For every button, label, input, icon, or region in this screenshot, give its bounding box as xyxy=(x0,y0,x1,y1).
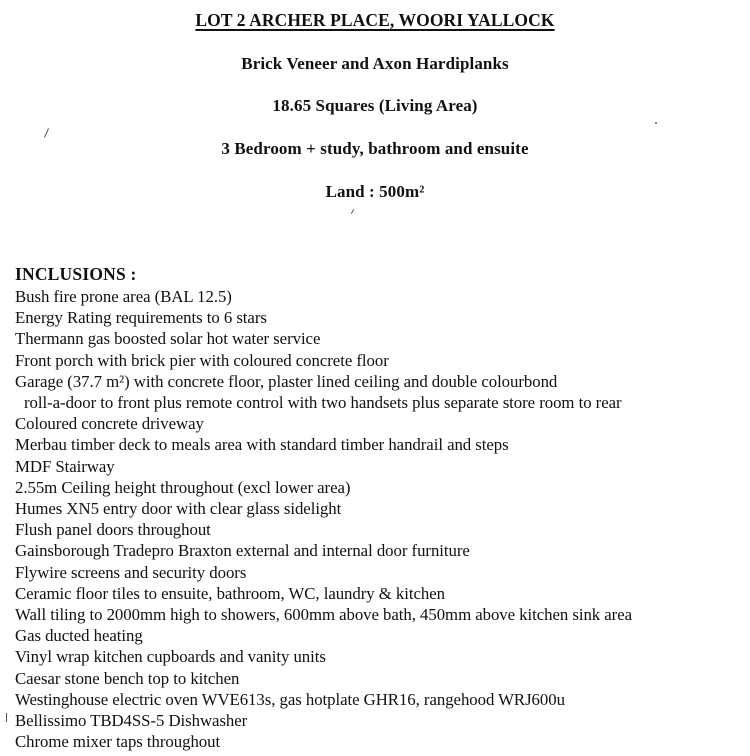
list-item: Vinyl wrap kitchen cupboards and vanity units xyxy=(15,647,326,667)
list-item: Humes XN5 entry door with clear glass sidelight xyxy=(15,499,342,519)
list-item: Chrome mixer taps throughout xyxy=(15,732,221,752)
list-item-continuation: roll-a-door to front plus remote control with two handsets plus separate store room to rear xyxy=(24,393,622,413)
list-item: Gas ducted heating xyxy=(15,626,143,646)
construction-type: Brick Veneer and Axon Hardiplanks xyxy=(241,54,509,73)
list-item: Gainsborough Tradepro Braxton external and internal door furniture xyxy=(15,541,470,561)
living-area: 18.65 Squares (Living Area) xyxy=(272,96,478,115)
list-item: Westinghouse electric oven WVE613s, gas hotplate GHR16, rangehood WRJ600u xyxy=(15,689,565,709)
page-title: LOT 2 ARCHER PLACE, WOORI YALLOCK xyxy=(195,10,555,30)
list-item: Garage (37.7 m²) with concrete floor, plaster lined ceiling and double colourbond xyxy=(15,371,558,391)
inclusions-list xyxy=(15,286,632,752)
list-item: Thermann gas boosted solar hot water service xyxy=(15,329,321,349)
list-item: Flush panel doors throughout xyxy=(15,520,211,540)
land-size: Land : 500m² xyxy=(325,182,425,201)
list-item: MDF Stairway xyxy=(15,456,115,476)
list-item: 2.55m Ceiling height throughout (excl lower area) xyxy=(15,477,351,497)
list-item: Coloured concrete driveway xyxy=(15,414,204,434)
list-item: Merbau timber deck to meals area with standard timber handrail and steps xyxy=(15,435,509,455)
list-item: Caesar stone bench top to kitchen xyxy=(15,668,240,688)
list-item: Front porch with brick pier with coloured concrete floor xyxy=(15,350,389,370)
room-summary: 3 Bedroom + study, bathroom and ensuite xyxy=(221,139,529,158)
list-item: Ceramic floor tiles to ensuite, bathroom, WC, laundry & kitchen xyxy=(15,583,445,603)
scan-speck xyxy=(44,128,49,137)
inclusions-heading: INCLUSIONS : xyxy=(15,264,137,284)
scan-speck xyxy=(6,713,7,722)
list-item: Wall tiling to 2000mm high to showers, 600mm above bath, 450mm above kitchen sink area xyxy=(15,605,633,625)
list-item: Bellissimo TBD4SS-5 Dishwasher xyxy=(15,711,248,731)
list-item: Energy Rating requirements to 6 stars xyxy=(15,308,267,328)
list-item: Bush fire prone area (BAL 12.5) xyxy=(15,287,232,306)
scan-speck xyxy=(351,209,354,214)
scan-speck xyxy=(655,122,657,124)
list-item: Flywire screens and security doors xyxy=(15,562,247,582)
